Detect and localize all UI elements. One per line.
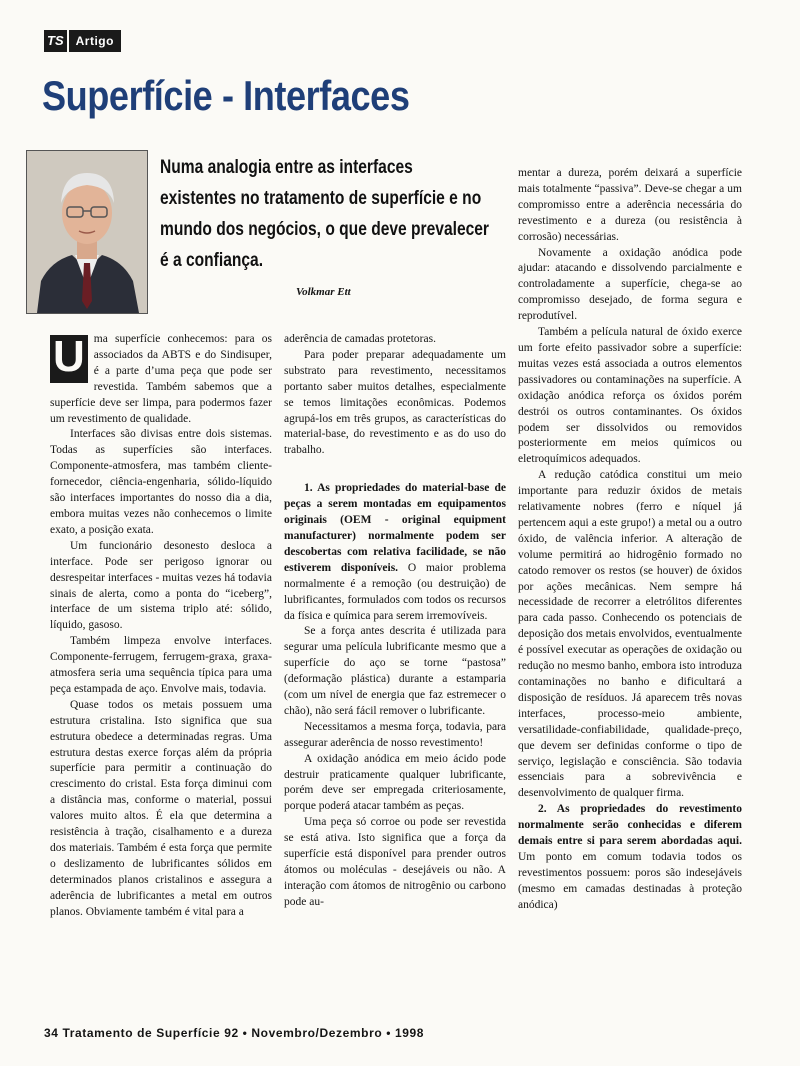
page-footer: 34 Tratamento de Superfície 92 • Novembro/Dezembro • 1998 (44, 1026, 425, 1040)
lead-text: Numa analogia entre as interfaces existentes no tratamento de superfície e no mundo dos negócios, o que deve prevalecer é a confiança. (160, 157, 489, 271)
drop-cap: U (50, 335, 88, 383)
section-label: Artigo (69, 30, 121, 52)
paragraph-spacer (284, 459, 506, 481)
paragraph: aderência de camadas protetoras. (284, 333, 436, 345)
column-1 (50, 332, 272, 921)
paragraph: Também limpeza envolve interfaces. Componente-ferrugem, ferrugem-graxa, graxa-atmosfera seria uma sequência típica para uma peça estampada de aço. Envolve mais, todavia. (50, 635, 272, 695)
paragraph: Para poder preparar adequadamente um substrato para revestimento, necessitamos portanto saber muitos detalhes, especialmente se temos limitações econômicas. Podemos agrupá-los em três grupos, as características do material-base, do revestimento e as do uso do trabalho. (284, 348, 506, 457)
paragraph: U ma superfície conhecemos: para os associados da ABTS e do Sindisuper, é a parte d’uma peça que pode ser revestida. Também sabemos que a superfície deve ser limpa, para podermos fazer um revestimento de qualidade. (50, 332, 272, 425)
paragraph: Interfaces são divisas entre dois sistemas. Todas as superfícies são interfaces. Componente-atmosfera, mas também cliente-fornecedor, ciência-engenharia, sólido-líquido são interfaces importantes do nosso dia a dia, embora muitas vezes não conhecemos o limite exato, a posição exata. (50, 428, 272, 536)
column-2 (284, 332, 506, 911)
paragraph: 2. As propriedades do revestimento normalmente serão conhecidas e diferem demais entre si para serem abordadas aqui. Um ponto em comum todavia todos os revestimentos possuem: poros são indesejáveis (mesmo em camadas destinadas à proteção anódica) (518, 803, 742, 911)
paragraph: Necessitamos a mesma força, todavia, para assegurar aderência de nosso revestimento! (284, 720, 506, 749)
paragraph: mentar a dureza, porém deixará a superfície mais totalmente “passiva”. Deve-se chegar a um compromisso entre a aderência necessária do revestimento e a dureza (ou resistência à corrosão) necessárias. (518, 167, 742, 243)
author-photo (26, 150, 148, 314)
magazine-logo: TS (44, 30, 67, 52)
paragraph: A oxidação anódica em meio ácido pode destruir praticamente qualquer lubrificante, porém deve ser empregada criteriosamente, porque poderá atacar também as peças. (284, 752, 506, 813)
section-heading: 1. As propriedades do material-base de peças a serem montadas em equipamentos originais (OEM - original equipment manufacturer) normalmente podem ser descobertas com relativa facilidade, se não estiverem disponíveis. (284, 482, 506, 574)
paragraph: Uma peça só corroe ou pode ser revestida se está ativa. Isto significa que a força da superfície está disponível para prender outros átomos ou moléculas - desejáveis ou não. A interação com átomos de nitrogênio ou carbono pode au- (284, 816, 506, 908)
section-tag (44, 30, 121, 52)
paragraph: Novamente a oxidação anódica pode ajudar: atacando e dissolvendo parcialmente e controladamente a superfície, chega-se ao compromisso desejado, de forma segura e reprodutível. (518, 246, 742, 323)
paragraph: Um funcionário desonesto desloca a interface. Pode ser perigoso ignorar ou desrespeitar interfaces - muitas vezes há todavia sinais de alerta, como a ponta do “iceberg”, interface de um sistema triplo até: sólido, líquido, gasoso. (50, 539, 272, 632)
section-heading: 2. As propriedades do revestimento normalmente serão conhecidas e diferem demais entre si para serem abordadas aqui. (518, 803, 742, 848)
author-name: Volkmar Ett (296, 286, 351, 298)
paragraph: Quase todos os metais possuem uma estrutura cristalina. Isto significa que sua estrutura obedece a determinadas regras. Uma estrutura destas exerce forças além da própria superfície para permitir a continuação do crescimento do cristal. Esta força diminui com a distância mas, conforme o material, possui valores muito altos. É ela que determina a resistência à tração, cisalhamento e a dureza dos materiais. Também é esta força que permite o deslizamento de lubrificantes sólidos em determinados planos cristalinos e assegura a aderência de lubrificantes a metal em outros planos. Obviamente também é vital para a (50, 698, 272, 918)
paragraph: Se a força antes descrita é utilizada para segurar uma película lubrificante mesmo que a superfície do aço se torne “pastosa” (deformação plástica) durante a estamparia (com um nível de energia que faz estremecer o chão), não será fácil remover o lubrificante. (284, 625, 506, 717)
article-title: Superfície - Interfaces (42, 72, 410, 119)
paragraph: 1. As propriedades do material-base de peças a serem montadas em equipamentos originais (OEM - original equipment manufacturer) normalmente podem ser descobertas com relativa facilidade, se não estiverem disponíveis. O maior problema normalmente é a remoção (ou destruição) de lubrificantes, formulados com todos os recursos da física e química para serem irremovíveis. (284, 482, 506, 622)
paragraph: A redução catódica constitui um meio importante para reduzir óxidos de metais relativamente nobres (ferro e níquel já pertencem aqui a este grupo!) a metal ou a outro óxido, de valência inferior. A alteração de volume permitirá ao hidrogênio formado no catodo remover os restos (se houver) de óxidos por ações mecânicas. Nem sempre há necessidade de recorrer a eletrólitos diferentes para cada passo. Conhecendo os potenciais de deposição dos metais envolvidos, eventualmente é possível executar as operações de oxidação ou redução no mesmo banho, embora isto introduza contaminações no banho e dificultará a disposição de resíduos. Já aparecem três novas interfaces, processo-meio ambiente, versatilidade-confiabilidade, qualidade-preço, que devem ser definidas conforme o tipo de serviço, legislação e consciência. São todavia essenciais para a sobrevivência e desenvolvimento de qualquer firma. (518, 469, 742, 800)
paragraph: Também a película natural de óxido exerce um forte efeito passivador sobre a superfície: muitas vezes está associada a outros elementos passivadores ou contaminações na superfície. A oxidação anódica reforça os óxidos porém destrói os outros contaminantes. Os óxidos podem ser dissolvidos ou removidos posteriormente em meios químicos ou eletroquímicos adequados. (518, 326, 742, 466)
column-3 (518, 166, 742, 914)
